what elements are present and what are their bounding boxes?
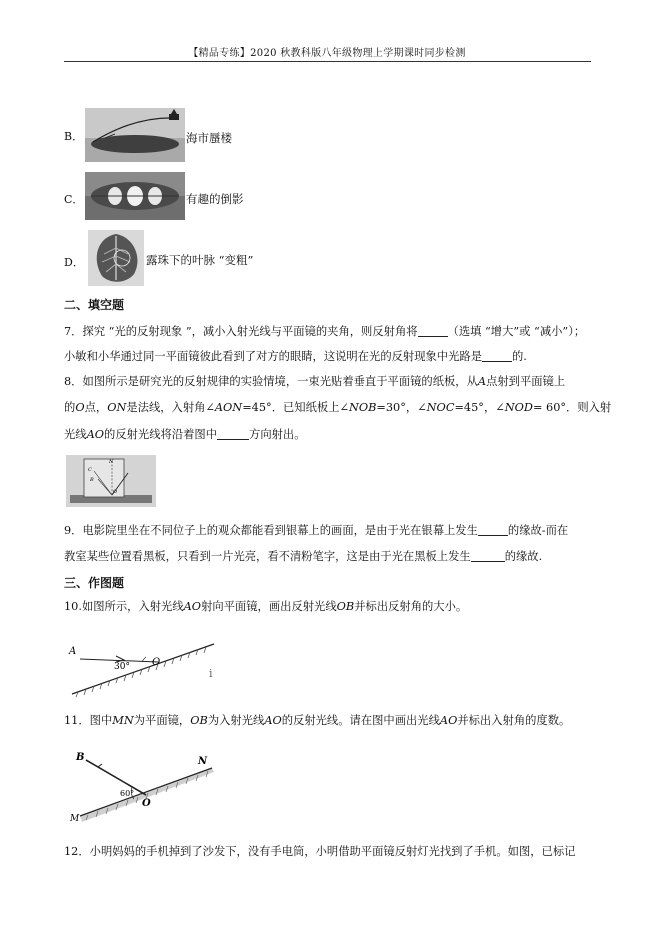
option-c-caption: 有趣的倒影: [186, 192, 244, 206]
q8-line2: 的O点，ON是法线，入射角∠AON=45°．已知纸板上∠NOB=30°，∠NOC=45°，∠NOD= 60°．则入射: [64, 401, 612, 414]
q8-label-c: C: [88, 467, 92, 473]
q8-line1: 8．如图所示是研究光的反射规律的实验情境，一束光贴着垂直于平面镜的纸板，从A点射到平面镜上: [64, 375, 566, 388]
q11-text: 11．图中MN为平面镜，OB为入射光线AO的反射光线。请在图中画出光线AO并标出入射角的度数。: [64, 714, 571, 727]
q7-line1: 7．探究 “光的反射现象 ”，减小入射光线与平面镜的夹角，则反射角将 （选填 “增大”或 “减小”）；: [64, 325, 586, 338]
option-d-caption: 露珠下的叶脉 “变粗”: [146, 253, 254, 267]
q10-mirror-figure[interactable]: [64, 640, 224, 698]
q10-text: 10.如图所示，入射光线AO射向平面镜，画出反射光线OB并标出反射角的大小。: [64, 600, 468, 613]
option-c-letter: C．: [64, 193, 84, 206]
section-drawing: 三、作图题: [64, 576, 125, 590]
q11-mirror-figure[interactable]: [66, 742, 226, 828]
q12-text: 12．小明妈妈的手机掉到了沙发下，没有手电筒，小明借助平面镜反射灯光找到了手机。如图，已标记: [64, 845, 576, 858]
q7-line2: 小敏和小华通过同一平面镜彼此看到了对方的眼睛，这说明在光的反射现象中光路是 的.: [64, 350, 527, 363]
q9-blank-1[interactable]: [478, 523, 508, 536]
leaf-picture: [88, 230, 144, 286]
q8-reflection-board-figure: [66, 455, 156, 507]
q10-label-o: O: [152, 657, 161, 668]
q10-angle-label: 30°: [114, 662, 130, 672]
q8-blank[interactable]: [217, 427, 249, 440]
q11-label-m: M: [70, 814, 80, 824]
header-divider: [64, 61, 591, 62]
q7-blank-2[interactable]: [482, 349, 512, 362]
q9-line2: 教室某些位置看黑板，只看到一片光亮，看不清粉笔字，这是由于光在黑板上发生 的缘故.: [64, 550, 543, 563]
q11-angle-label: 60°: [120, 789, 135, 798]
section-fill-in-blank: 二、填空题: [64, 298, 125, 312]
option-d-letter: D．: [64, 256, 84, 269]
mirage-picture: [85, 108, 185, 162]
option-b-letter: B．: [64, 130, 84, 143]
q11-label-n: N: [198, 756, 208, 767]
q8-label-o: O: [113, 489, 118, 495]
q11-label-b: B: [76, 752, 85, 763]
q9-line1: 9．电影院里坐在不同位子上的观众都能看到银幕上的画面，是由于光在银幕上发生 的缘故-而在: [64, 524, 569, 537]
q8-label-b: B: [90, 477, 94, 483]
q7-blank-1[interactable]: [418, 324, 448, 337]
q11-label-o: O: [142, 798, 151, 809]
stray-mark: i: [209, 667, 213, 680]
page-header: 【精品专练】2020 秋教科版八年级物理上学期课时同步检测: [188, 48, 466, 59]
reflection-picture: [85, 172, 185, 220]
option-b-caption: 海市蜃楼: [186, 131, 232, 145]
q10-label-a: A: [69, 646, 77, 657]
q8-line3: 光线AO的反射光线将沿着图中 方向射出。: [64, 428, 306, 441]
q8-label-n: N: [109, 459, 114, 465]
q9-blank-2[interactable]: [471, 549, 505, 562]
